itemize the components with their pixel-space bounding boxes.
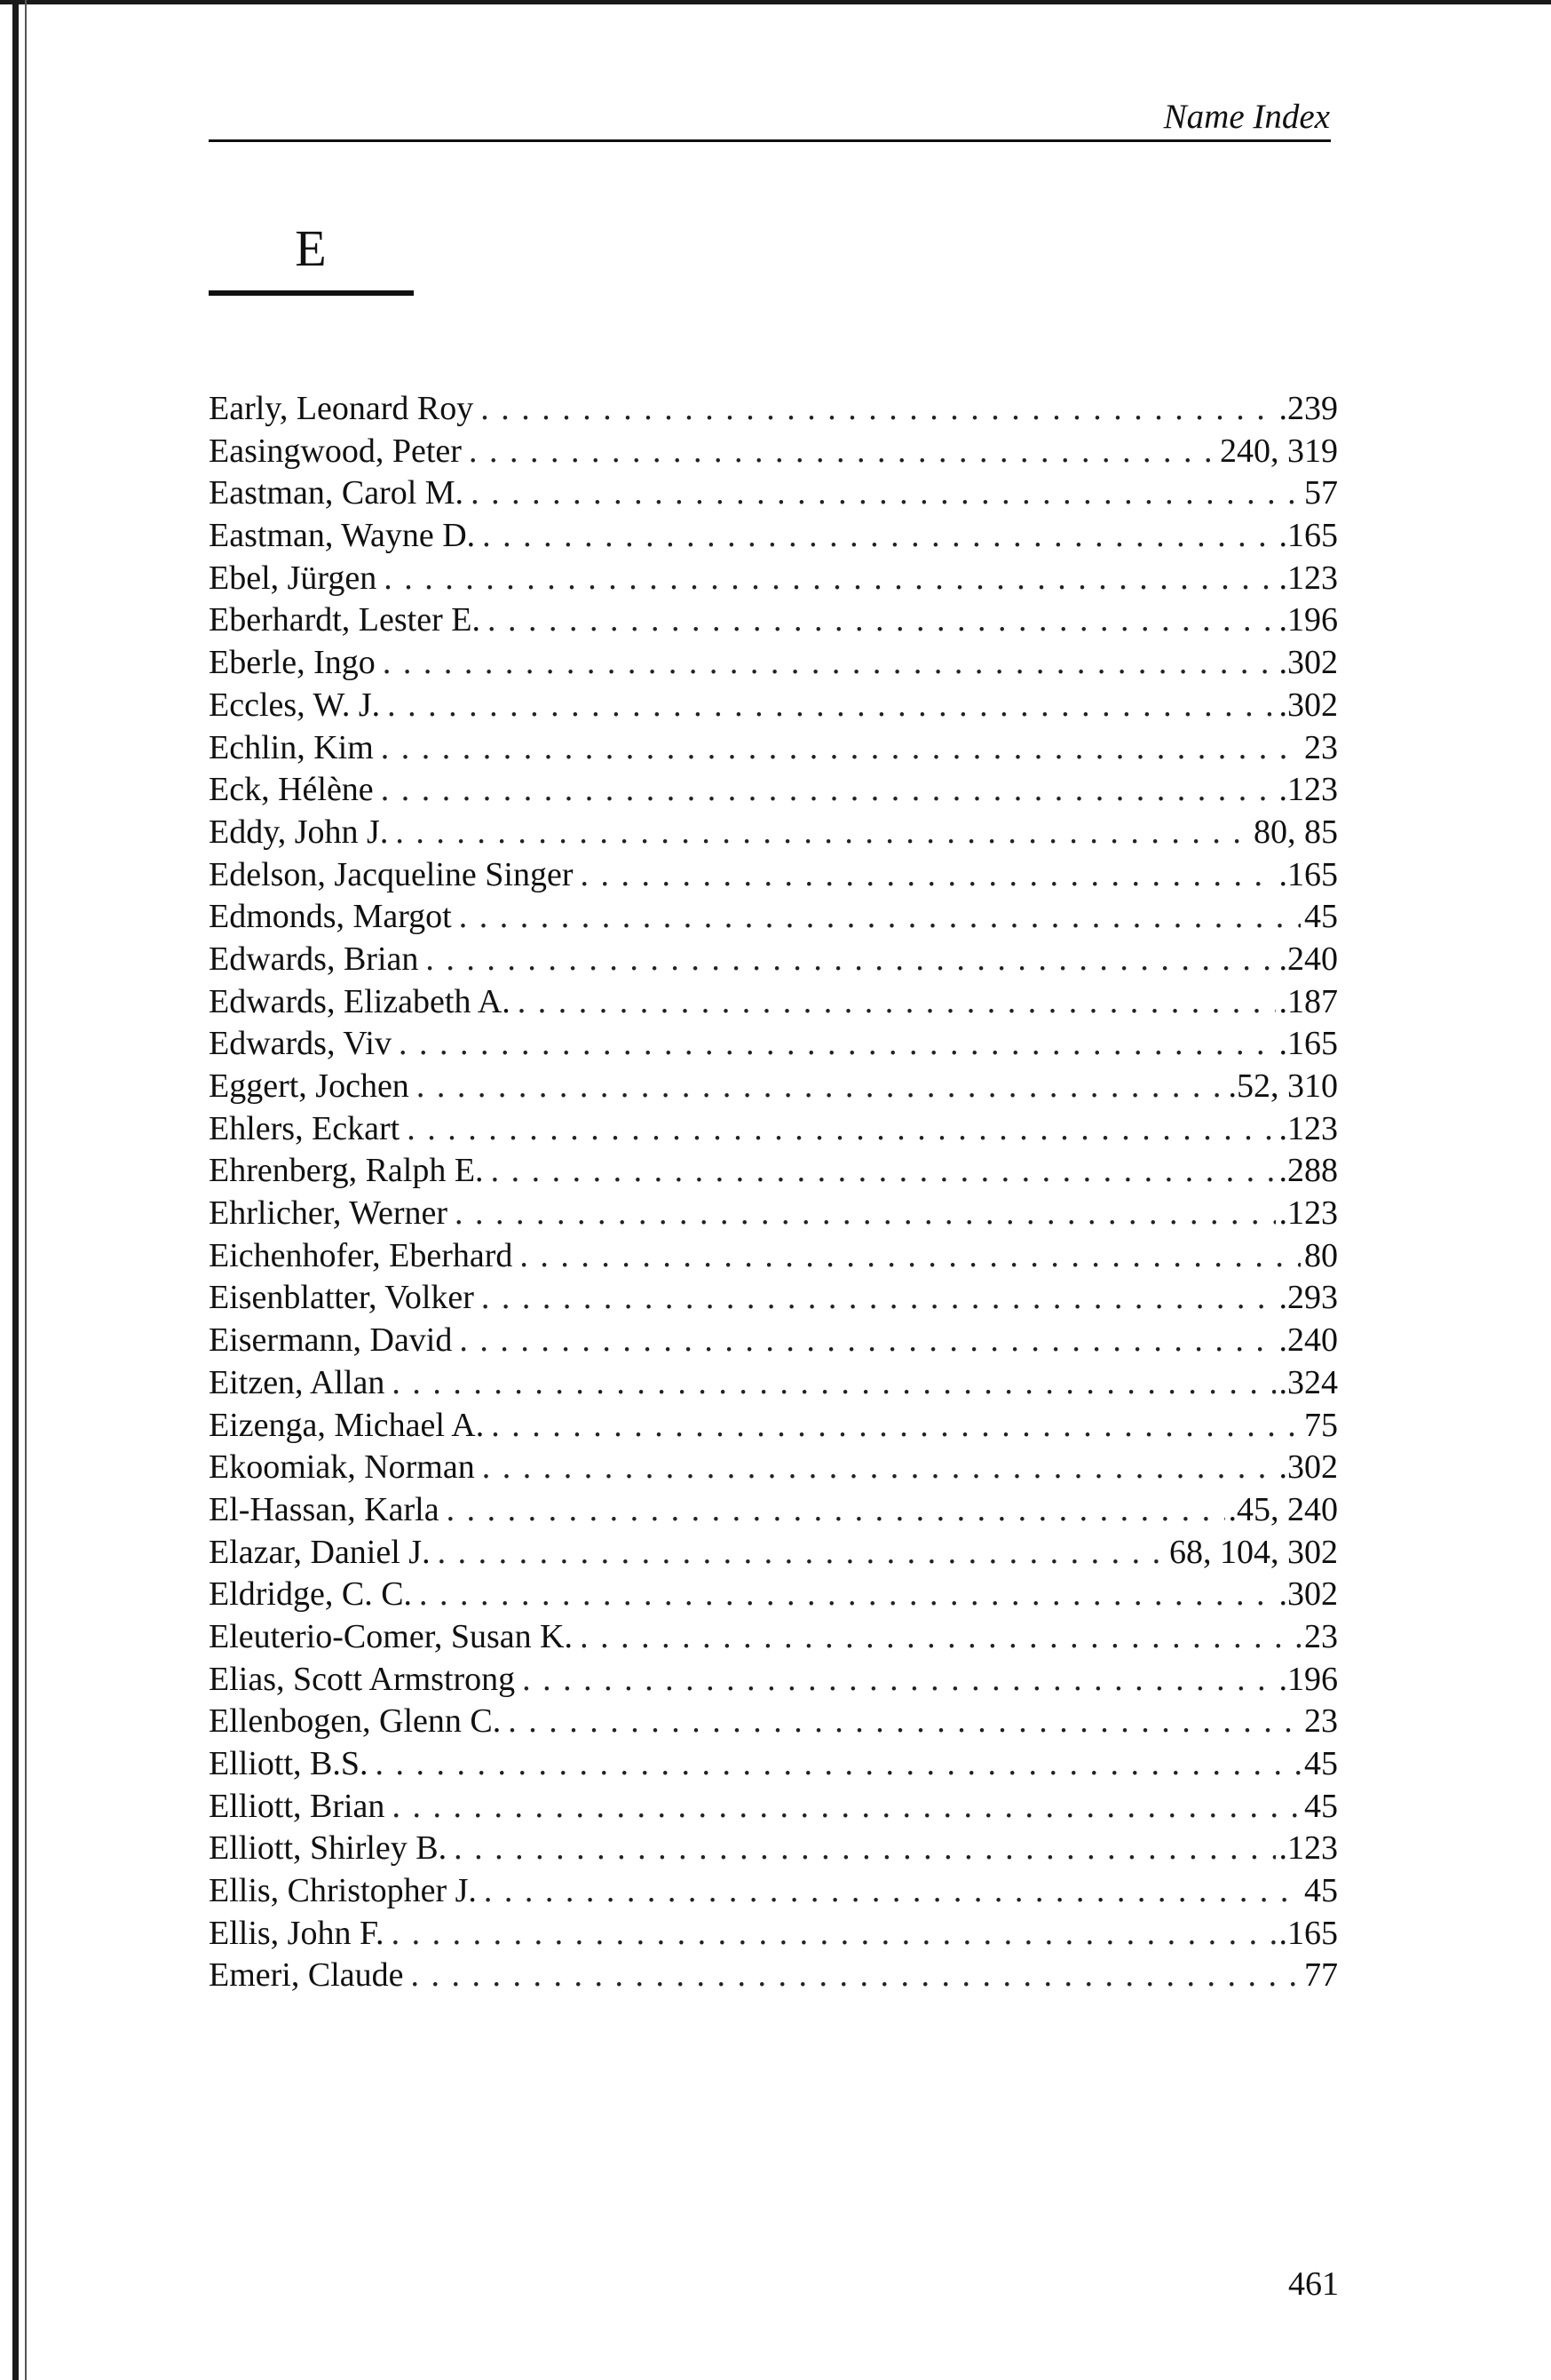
dot-leader (392, 1913, 1276, 1956)
index-entry (209, 1574, 1338, 1616)
entry-pages: .302 (1278, 1575, 1338, 1614)
entry-pages: .123 (1278, 559, 1338, 597)
dot-leader (392, 1786, 1301, 1829)
index-entry (209, 727, 1338, 770)
dot-leader (425, 939, 1275, 981)
index-entry (209, 1023, 1338, 1066)
scan-edge-top (0, 0, 1551, 4)
dot-leader (471, 472, 1301, 515)
entry-pages: 80 (1304, 1236, 1338, 1274)
page-number: 461 (1288, 2265, 1339, 2303)
dot-leader (459, 896, 1301, 939)
section-letter-rule (209, 290, 414, 296)
index-entry (209, 1235, 1338, 1278)
entry-name: Ehrenberg, Ralph E. (209, 1152, 484, 1190)
dot-leader (469, 431, 1216, 473)
dot-leader (484, 1870, 1301, 1913)
index-entry (209, 854, 1338, 897)
entry-pages: 45 (1304, 898, 1338, 936)
index-entry (209, 1701, 1338, 1743)
dot-leader (447, 1489, 1225, 1532)
dot-leader (407, 1108, 1275, 1151)
entry-name: Ebel, Jürgen (209, 559, 377, 597)
dot-leader (580, 1616, 1301, 1659)
entry-name: Easingwood, Peter (209, 432, 462, 470)
dot-leader (581, 854, 1276, 897)
entry-name: Elazar, Daniel J. (209, 1533, 431, 1571)
entry-name: Ekoomiak, Norman (209, 1448, 475, 1487)
dot-leader (459, 1320, 1275, 1362)
entry-pages: 77 (1304, 1956, 1338, 1995)
index-entry (209, 1659, 1338, 1702)
header-rule (209, 139, 1331, 142)
dot-leader (480, 388, 1275, 431)
entry-name: Edwards, Elizabeth A. (209, 982, 510, 1020)
dot-leader (491, 1150, 1276, 1193)
index-entry (209, 1532, 1338, 1575)
entry-pages: .302 (1278, 1448, 1338, 1487)
entry-name: Eichenhofer, Eberhard (209, 1236, 513, 1274)
dot-leader (522, 1659, 1275, 1702)
entry-name: Ellis, John F. (209, 1914, 384, 1952)
entry-pages: .302 (1278, 644, 1338, 682)
dot-leader (519, 1235, 1301, 1278)
dot-leader (375, 1743, 1301, 1786)
entry-name: Eisermann, David (209, 1321, 453, 1360)
entry-pages: .293 (1278, 1279, 1338, 1317)
running-head: Name Index (1163, 98, 1330, 136)
entry-name: Eizenga, Michael A. (209, 1406, 485, 1444)
entry-name: Edwards, Viv (209, 1025, 392, 1063)
entry-name: Edmonds, Margot (209, 898, 452, 936)
dot-leader (482, 1447, 1276, 1489)
entry-name: Elliott, Shirley B. (209, 1829, 447, 1868)
index-entry (209, 1955, 1338, 1997)
entry-pages: .196 (1278, 1660, 1338, 1698)
index-entry (209, 431, 1338, 473)
dot-leader (481, 1277, 1276, 1320)
entry-pages: .196 (1278, 601, 1338, 639)
index-entry (209, 1108, 1338, 1151)
entry-pages: .240 (1278, 1321, 1338, 1360)
dot-leader (395, 812, 1250, 854)
entry-pages: 45 (1304, 1872, 1338, 1910)
index-entry (209, 1277, 1338, 1320)
entry-pages: .45, 240 (1228, 1490, 1338, 1528)
entry-name: Ehlers, Eckart (209, 1109, 400, 1147)
index-entry (209, 1616, 1338, 1659)
entry-name: Edwards, Brian (209, 940, 419, 978)
entry-name: Elias, Scott Armstrong (209, 1660, 516, 1698)
entry-pages: .239 (1278, 390, 1338, 427)
entry-name: Eddy, John J. (209, 813, 389, 851)
entry-name: Early, Leonard Roy (209, 390, 474, 427)
index-entry (209, 642, 1338, 685)
index-entry (209, 1405, 1338, 1448)
entry-pages: 23 (1304, 728, 1338, 766)
dot-leader (381, 769, 1276, 812)
index-entry (209, 472, 1338, 515)
dot-leader (381, 727, 1301, 770)
dot-leader (454, 1828, 1275, 1870)
dot-leader (419, 1574, 1275, 1616)
index-entry (209, 1913, 1338, 1956)
dot-leader (410, 1955, 1301, 1997)
index-entry (209, 1362, 1338, 1405)
index-entry (209, 1320, 1338, 1362)
dot-leader (392, 1362, 1275, 1405)
entry-name: Elliott, Brian (209, 1787, 385, 1825)
entry-name: Elliott, B.S. (209, 1745, 368, 1782)
index-entry (209, 599, 1338, 642)
entry-pages: 240, 319 (1220, 432, 1338, 470)
dot-leader (487, 599, 1276, 642)
entry-pages: .123 (1278, 771, 1338, 809)
entry-name: Eggert, Jochen (209, 1067, 409, 1105)
entry-pages: 45 (1304, 1787, 1338, 1825)
dot-leader (416, 1066, 1225, 1108)
entry-name: Edelson, Jacqueline Singer (209, 855, 574, 893)
entry-name: Eberle, Ingo (209, 644, 376, 682)
index-entry (209, 558, 1338, 600)
entry-name: Emeri, Claude (209, 1956, 404, 1995)
entry-pages: 68, 104, 302 (1169, 1533, 1338, 1571)
section-letter: E (295, 219, 327, 277)
dot-leader (491, 1405, 1301, 1448)
entry-pages: 75 (1304, 1406, 1338, 1444)
entry-name: Eastman, Carol M. (209, 474, 464, 512)
entry-pages: .165 (1278, 517, 1338, 555)
scan-edge-left-shadow (25, 0, 27, 2380)
entry-name: Ellenbogen, Glenn C. (209, 1702, 502, 1741)
entry-pages: .165 (1278, 855, 1338, 893)
index-entry (209, 1447, 1338, 1489)
index-entry (209, 1193, 1338, 1235)
entry-name: El-Hassan, Karla (209, 1490, 439, 1528)
index-entry (209, 685, 1338, 727)
entry-name: Eisenblatter, Volker (209, 1279, 474, 1317)
entry-name: Ellis, Christopher J. (209, 1872, 477, 1910)
entry-pages: .324 (1278, 1363, 1338, 1401)
index-entry (209, 515, 1338, 558)
entry-name: Eck, Hélène (209, 771, 374, 809)
dot-leader (518, 981, 1276, 1024)
index-entry (209, 981, 1338, 1024)
index-entry (209, 1150, 1338, 1193)
entry-pages: .123 (1278, 1109, 1338, 1147)
index-entry (209, 1066, 1338, 1108)
entry-pages: .123 (1278, 1194, 1338, 1233)
dot-leader (482, 515, 1275, 558)
name-index-list (209, 388, 1338, 1997)
entry-name: Eldridge, C. C. (209, 1575, 413, 1614)
entry-pages: 57 (1304, 474, 1338, 512)
entry-name: Eitzen, Allan (209, 1363, 385, 1401)
dot-leader (455, 1193, 1275, 1235)
dot-leader (399, 1023, 1276, 1066)
index-entry (209, 769, 1338, 812)
dot-leader (384, 558, 1275, 600)
entry-name: Echlin, Kim (209, 728, 374, 766)
entry-pages: 80, 85 (1254, 813, 1338, 851)
index-entry (209, 1786, 1338, 1829)
dot-leader (383, 642, 1276, 685)
index-entry (209, 1743, 1338, 1786)
entry-pages: .165 (1278, 1025, 1338, 1063)
entry-name: Eccles, W. J. (209, 686, 381, 724)
index-entry (209, 1870, 1338, 1913)
entry-pages: 23 (1304, 1702, 1338, 1741)
entry-pages: .123 (1278, 1829, 1338, 1868)
entry-name: Ehrlicher, Werner (209, 1194, 448, 1233)
entry-name: Eleuterio-Comer, Susan K. (209, 1617, 574, 1655)
entry-pages: .187 (1278, 982, 1338, 1020)
dot-leader (387, 685, 1275, 727)
index-entry (209, 1828, 1338, 1870)
index-entry (209, 388, 1338, 431)
entry-pages: .240 (1278, 940, 1338, 978)
entry-pages: .302 (1278, 686, 1338, 724)
entry-pages: .165 (1278, 1914, 1338, 1952)
dot-leader (438, 1532, 1166, 1575)
index-entry (209, 812, 1338, 854)
index-entry (209, 896, 1338, 939)
entry-pages: .52, 310 (1228, 1067, 1338, 1105)
index-entry (209, 1489, 1338, 1532)
dot-leader (508, 1701, 1301, 1743)
entry-pages: 23 (1304, 1617, 1338, 1655)
scan-edge-left (12, 0, 19, 2380)
entry-pages: 45 (1304, 1745, 1338, 1782)
entry-name: Eberhardt, Lester E. (209, 601, 480, 639)
index-entry (209, 939, 1338, 981)
entry-name: Eastman, Wayne D. (209, 517, 476, 555)
entry-pages: .288 (1278, 1152, 1338, 1190)
